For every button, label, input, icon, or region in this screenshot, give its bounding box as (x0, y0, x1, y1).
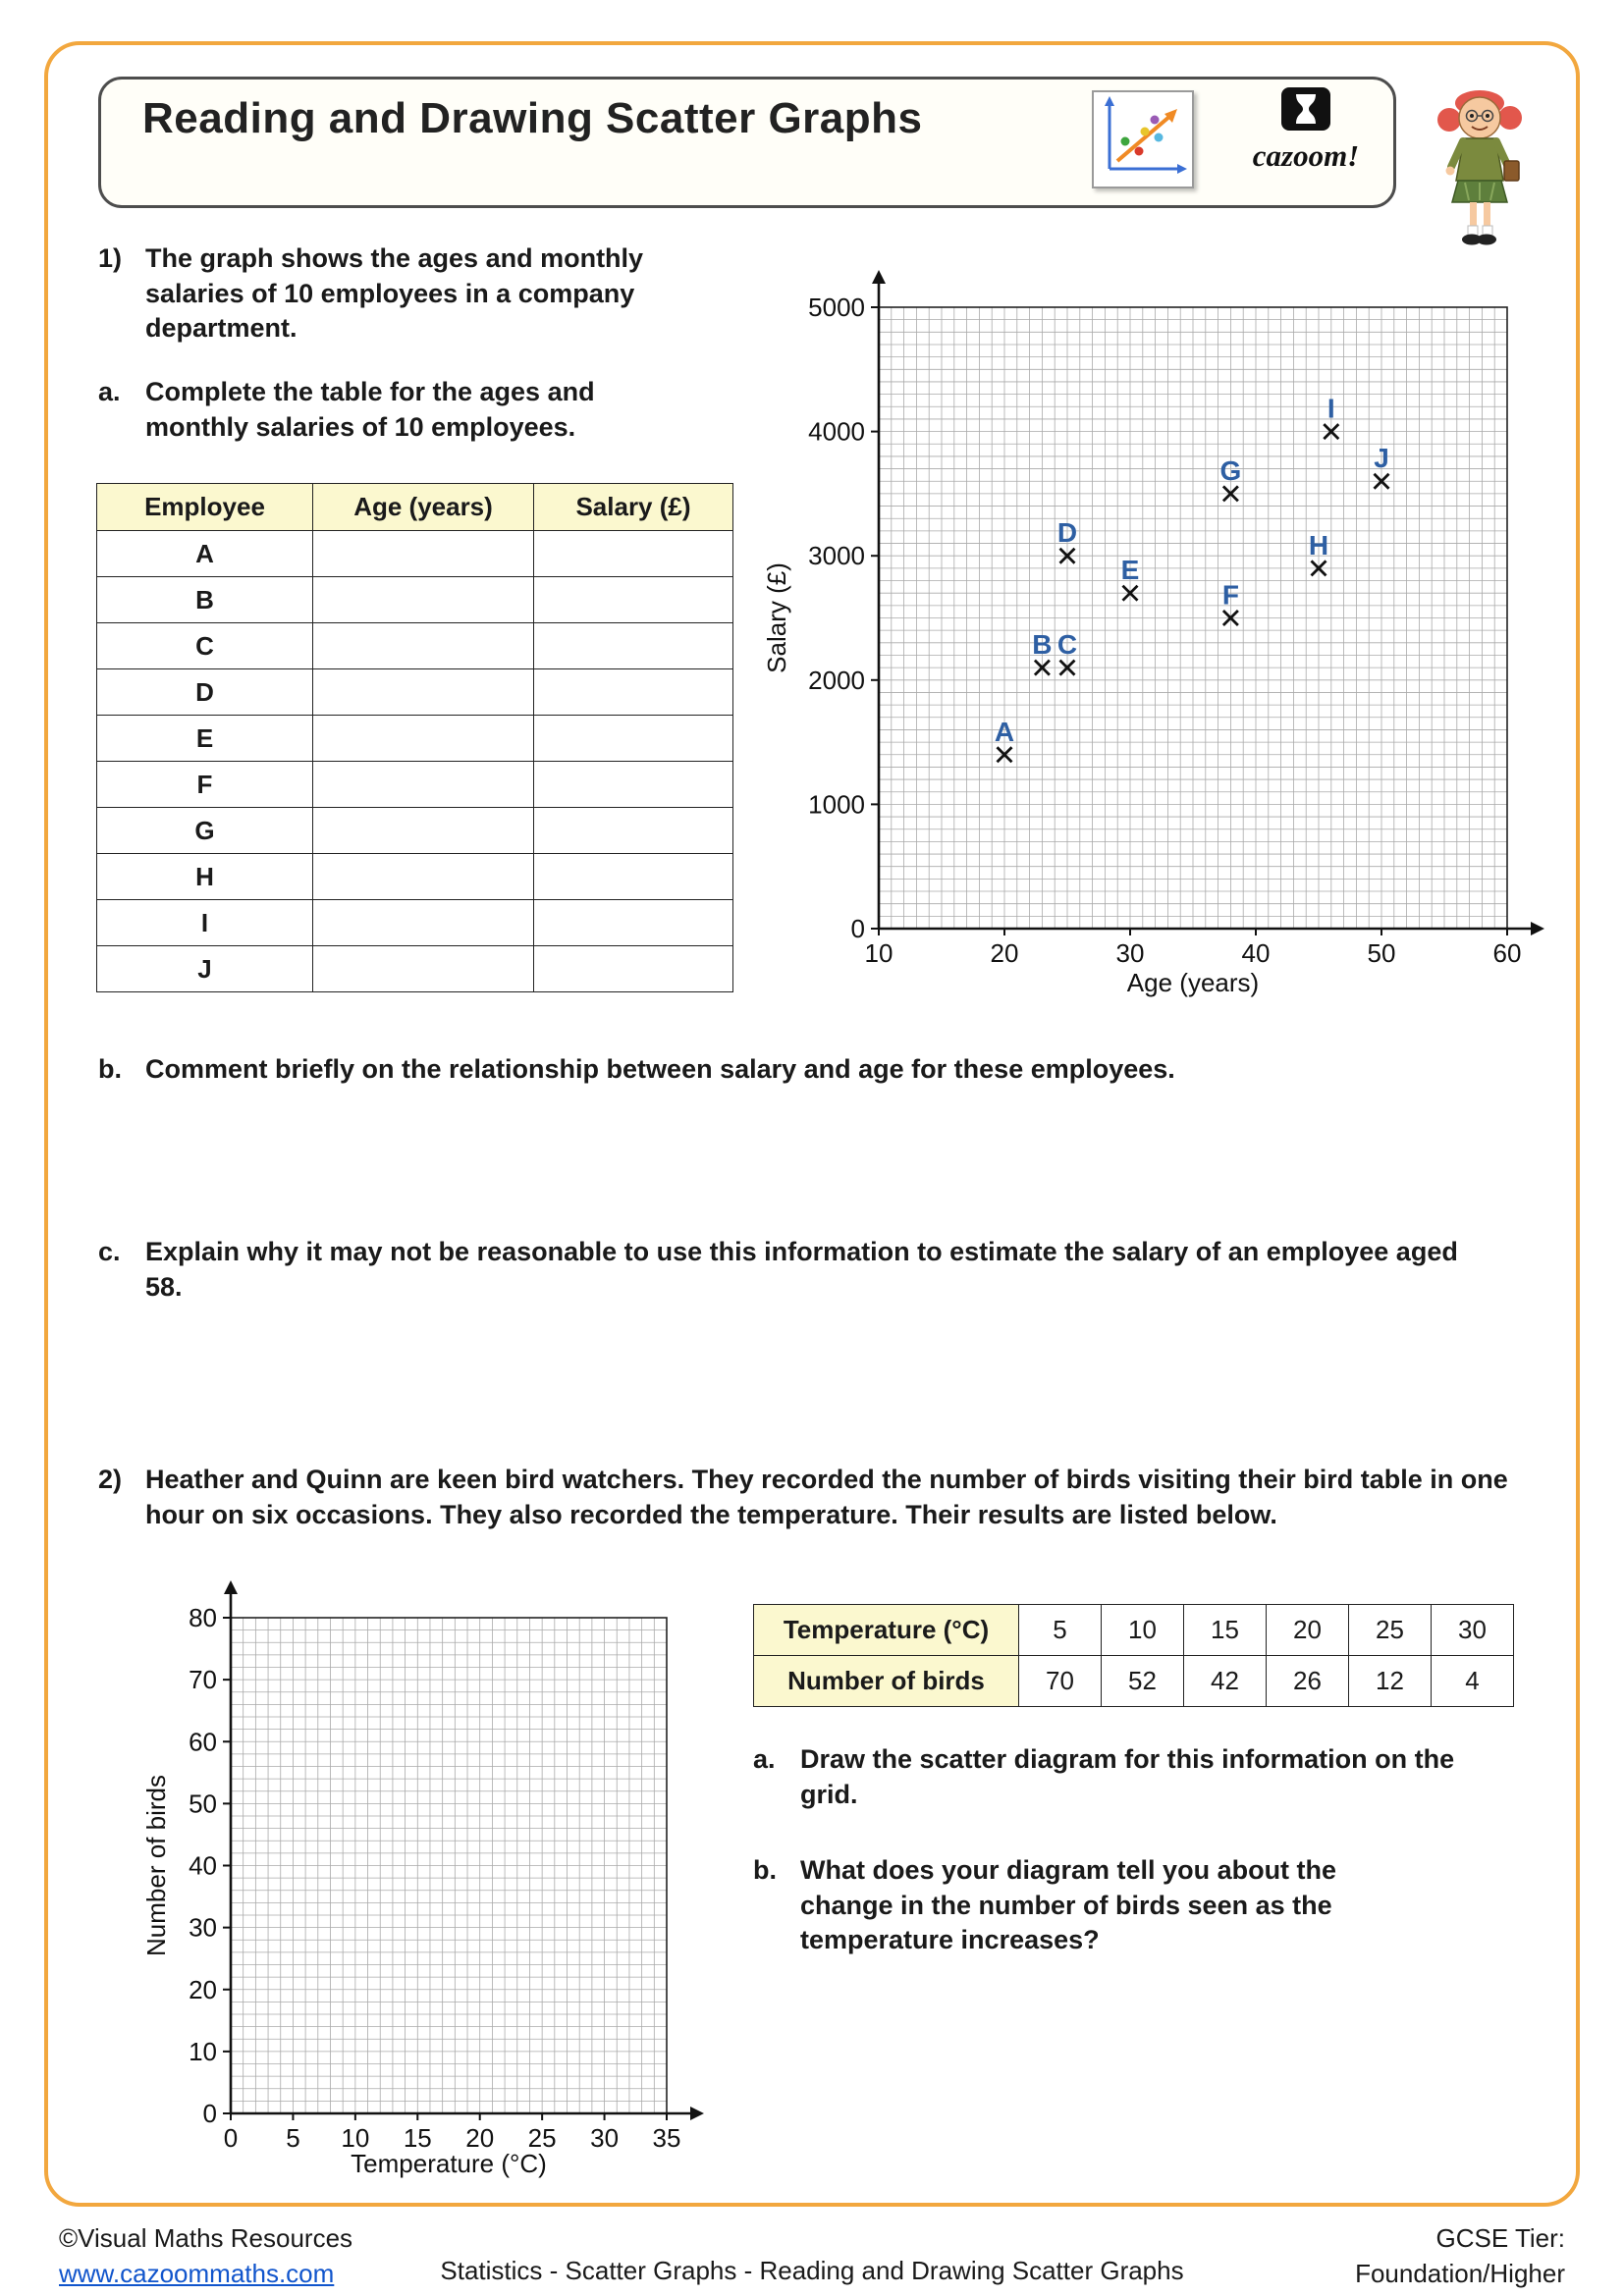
point-label: H (1308, 529, 1329, 561)
employee-table-header: Age (years) (313, 484, 534, 531)
y-tick-label: 0 (202, 2099, 217, 2128)
x-tick-label: 10 (341, 2123, 370, 2153)
question-2 (98, 1463, 1532, 1532)
x-tick-label: 5 (286, 2123, 300, 2153)
girl-mascot-svg (1416, 79, 1545, 247)
employee-letter-cell: G (97, 808, 313, 854)
question-1c (98, 1235, 1492, 1305)
employee-row (97, 900, 733, 946)
employee-letter-cell: B (97, 577, 313, 623)
employee-table-header-row (97, 484, 733, 531)
age-answer-cell (313, 623, 534, 669)
employee-row (97, 716, 733, 762)
result-value-cell: 26 (1267, 1656, 1349, 1707)
age-answer-cell (313, 854, 534, 900)
result-value-cell: 42 (1184, 1656, 1267, 1707)
cazoom-logo-text: cazoom! (1252, 138, 1360, 173)
footer-tier-value: Foundation/Higher (1355, 2259, 1565, 2288)
point-label: B (1032, 629, 1053, 661)
point-label: F (1221, 579, 1239, 611)
y-tick-label: 70 (189, 1665, 217, 1695)
page-title: Reading and Drawing Scatter Graphs (142, 94, 923, 142)
result-value-cell: 70 (1019, 1656, 1102, 1707)
y-tick-label: 10 (189, 2036, 217, 2066)
y-axis-arrow (872, 270, 886, 284)
result-value-cell: 25 (1349, 1605, 1432, 1656)
salary-answer-cell (534, 854, 733, 900)
y-tick-label: 50 (189, 1789, 217, 1819)
birds-row-header: Number of birds (754, 1656, 1019, 1707)
point-label: J (1374, 443, 1389, 474)
employee-letter-cell: D (97, 669, 313, 716)
question-2a (753, 1742, 1499, 1812)
y-tick-label: 5000 (808, 293, 865, 322)
question-2a-text: Draw the scatter diagram for this information on the grid. (800, 1744, 1455, 1809)
result-value-cell: 52 (1102, 1656, 1184, 1707)
question-1a (98, 375, 687, 445)
girl-mascot-illustration (1416, 79, 1545, 252)
employee-letter-cell: J (97, 946, 313, 992)
employee-letter-cell: H (97, 854, 313, 900)
question-1-text: The graph shows the ages and monthly salaries of 10 employees in a company department. (145, 243, 644, 344)
point-label: A (994, 716, 1015, 747)
y-tick-label: 2000 (808, 665, 865, 695)
y-axis-label: Number of birds (141, 1775, 171, 1956)
y-tick-label: 20 (189, 1974, 217, 2004)
footer-tier (1355, 2220, 1565, 2291)
y-tick-label: 3000 (808, 541, 865, 571)
results-row (754, 1605, 1514, 1656)
x-axis-label: Age (years) (1126, 968, 1260, 997)
question-1b-label: b. (98, 1054, 122, 1084)
y-tick-label: 0 (850, 914, 865, 943)
cazoom-logo-glyph (1280, 86, 1331, 132)
result-value-cell: 4 (1432, 1656, 1514, 1707)
employee-letter-cell: C (97, 623, 313, 669)
salary-answer-cell (534, 808, 733, 854)
question-1a-text: Complete the table for the ages and monthly salaries of 10 employees. (145, 377, 595, 442)
point-label: D (1056, 517, 1078, 549)
question-2b-text: What does your diagram tell you about the change in the number of birds seen as the temperature increases? (800, 1855, 1337, 1955)
footer-breadcrumb: Statistics - Scatter Graphs - Reading and Drawing Scatter Graphs (440, 2256, 1184, 2285)
y-axis-arrow (224, 1580, 238, 1594)
employee-table-body (97, 531, 733, 992)
employee-row (97, 946, 733, 992)
x-tick-label: 30 (590, 2123, 620, 2153)
employee-letter-cell: E (97, 716, 313, 762)
temperature-row-header: Temperature (°C) (754, 1605, 1019, 1656)
question-2-number: 2) (98, 1465, 123, 1494)
salary-answer-cell (534, 669, 733, 716)
employee-table-header: Employee (97, 484, 313, 531)
result-value-cell: 30 (1432, 1605, 1514, 1656)
employee-row (97, 623, 733, 669)
question-2-text: Heather and Quinn are keen bird watchers. They recorded the number of birds visiting their bird table in one hour on six occasions. They also recorded the temperature. Their results are listed below. (145, 1465, 1508, 1529)
question-1a-label: a. (98, 377, 121, 406)
age-answer-cell (313, 808, 534, 854)
footer-tier-label: GCSE Tier: (1435, 2223, 1565, 2253)
result-value-cell: 15 (1184, 1605, 1267, 1656)
x-tick-label: 20 (465, 2123, 495, 2153)
salary-answer-cell (534, 577, 733, 623)
y-tick-label: 1000 (808, 789, 865, 820)
x-axis-label: Temperature (°C) (351, 2149, 547, 2178)
point-label: G (1219, 454, 1242, 486)
age-answer-cell (313, 762, 534, 808)
x-tick-label: 0 (223, 2123, 239, 2153)
x-tick-label: 15 (403, 2123, 432, 2153)
results-row (754, 1656, 1514, 1707)
salary-answer-cell (534, 900, 733, 946)
birds-temperature-chart (141, 1561, 717, 2214)
results-table (753, 1604, 1514, 1707)
age-answer-cell (313, 900, 534, 946)
age-answer-cell (313, 669, 534, 716)
point-label: C (1056, 629, 1078, 661)
point-label: I (1326, 393, 1335, 424)
employee-row (97, 854, 733, 900)
age-answer-cell (313, 577, 534, 623)
x-tick-label: 50 (1367, 938, 1396, 968)
y-tick-label: 40 (189, 1850, 217, 1881)
question-1 (98, 241, 687, 347)
x-tick-label: 40 (1241, 938, 1271, 968)
footer-copyright: ©Visual Maths Resources (59, 2223, 353, 2253)
x-tick-label: 25 (527, 2123, 557, 2153)
point-label: E (1120, 555, 1140, 586)
salary-answer-cell (534, 716, 733, 762)
employee-table-header: Salary (£) (534, 484, 733, 531)
employee-row (97, 808, 733, 854)
question-1c-label: c. (98, 1237, 121, 1266)
x-axis-arrow (690, 2107, 704, 2120)
employee-row (97, 577, 733, 623)
result-value-cell: 10 (1102, 1605, 1184, 1656)
salary-age-chart (762, 253, 1551, 1029)
question-1b (98, 1052, 1522, 1088)
age-answer-cell (313, 716, 534, 762)
x-tick-label: 60 (1492, 938, 1522, 968)
x-tick-label: 35 (652, 2123, 681, 2153)
age-answer-cell (313, 946, 534, 992)
result-value-cell: 20 (1267, 1605, 1349, 1656)
employee-letter-cell: F (97, 762, 313, 808)
scatter-graph-icon-svg (1094, 92, 1192, 187)
y-tick-label: 30 (189, 1912, 217, 1943)
employee-row (97, 669, 733, 716)
x-tick-label: 30 (1115, 938, 1145, 968)
x-axis-arrow (1531, 922, 1544, 935)
x-tick-label: 10 (864, 938, 893, 968)
employee-row (97, 762, 733, 808)
y-tick-label: 4000 (808, 416, 865, 447)
question-2b-label: b. (753, 1855, 777, 1885)
y-axis-label: Salary (£) (762, 562, 791, 673)
salary-answer-cell (534, 946, 733, 992)
salary-answer-cell (534, 531, 733, 577)
salary-answer-cell (534, 762, 733, 808)
question-2a-label: a. (753, 1744, 776, 1774)
scatter-graph-icon (1092, 90, 1194, 188)
employee-letter-cell: A (97, 531, 313, 577)
age-answer-cell (313, 531, 534, 577)
question-1-number: 1) (98, 243, 123, 273)
y-tick-label: 60 (189, 1727, 217, 1757)
employee-table (96, 483, 733, 992)
employee-row (97, 531, 733, 577)
result-value-cell: 5 (1019, 1605, 1102, 1656)
employee-letter-cell: I (97, 900, 313, 946)
question-1b-text: Comment briefly on the relationship between salary and age for these employees. (145, 1054, 1175, 1084)
y-tick-label: 80 (189, 1603, 217, 1632)
question-1c-text: Explain why it may not be reasonable to use this information to estimate the salary of an employee aged 58. (145, 1237, 1458, 1302)
x-tick-label: 20 (990, 938, 1019, 968)
cazoom-logo (1239, 86, 1373, 174)
salary-answer-cell (534, 623, 733, 669)
footer-website-link[interactable]: www.cazoommaths.com (59, 2259, 335, 2288)
question-2b (753, 1853, 1460, 1958)
result-value-cell: 12 (1349, 1656, 1432, 1707)
